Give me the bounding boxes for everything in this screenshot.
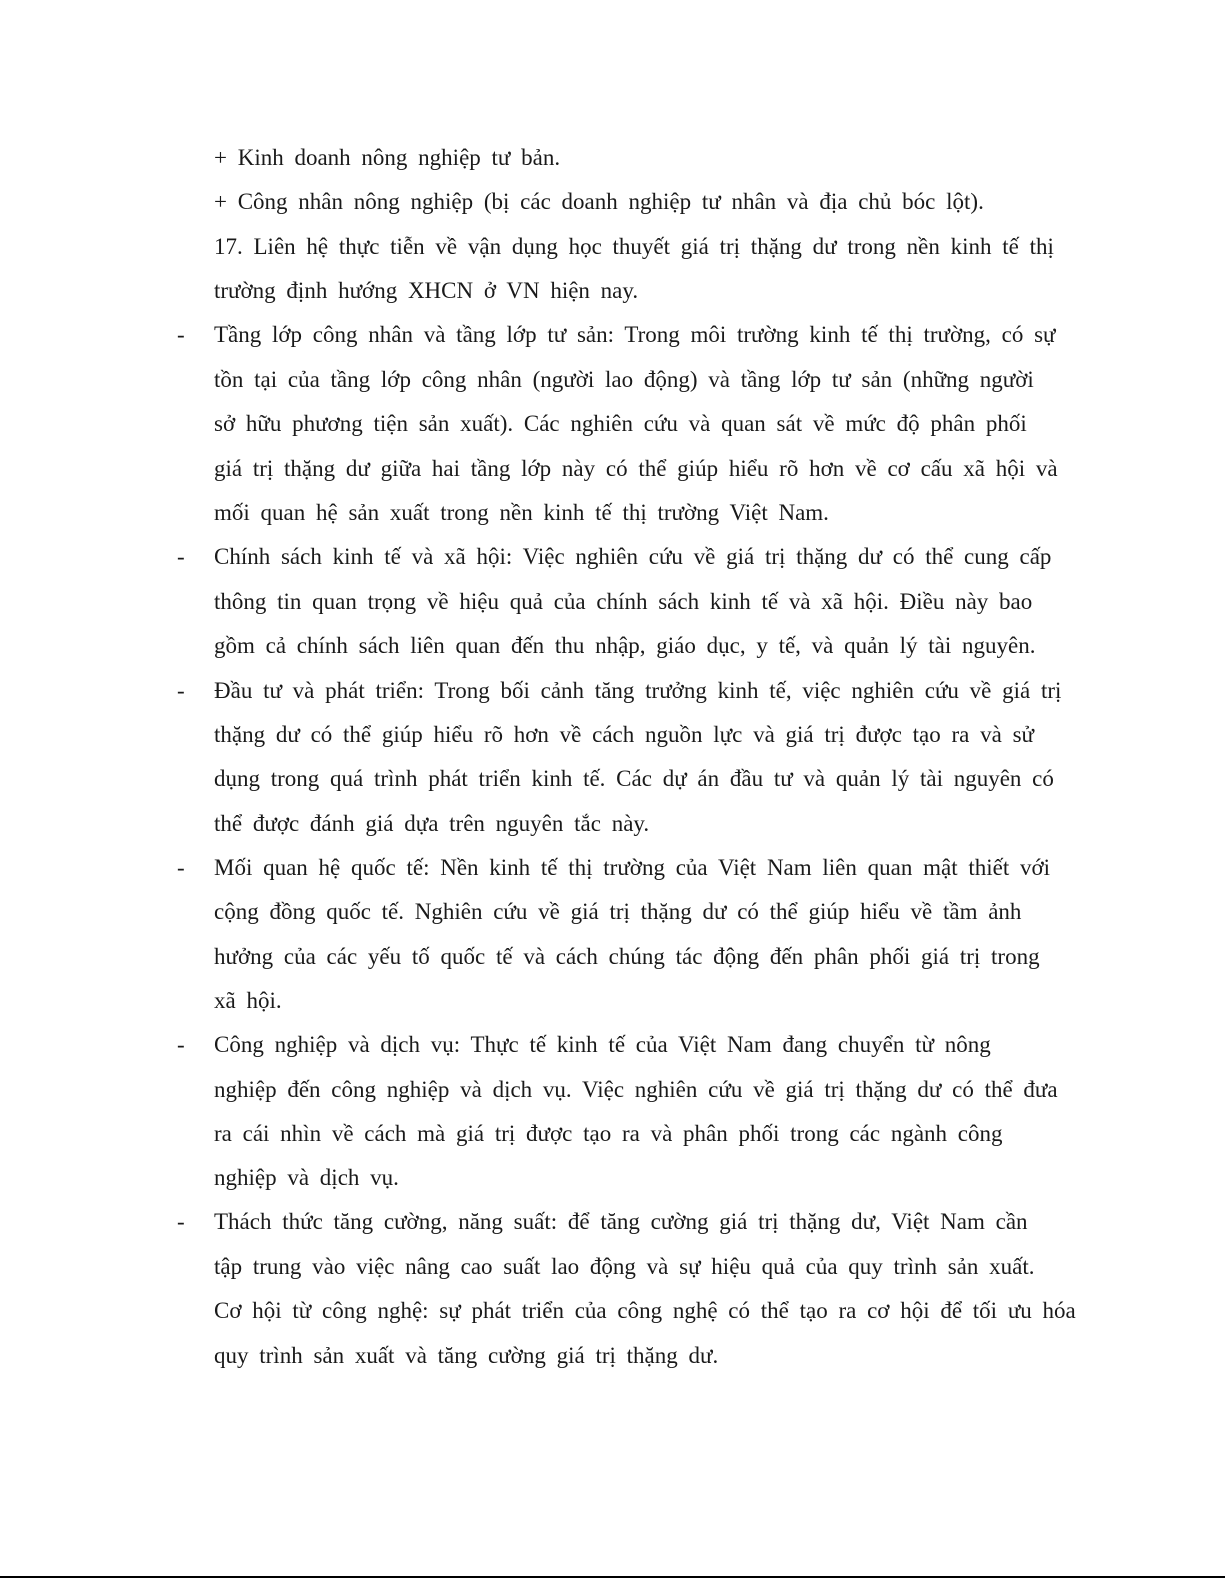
section-heading-line-1: 17. Liên hệ thực tiễn về vận dụng học thuyết giá trị thặng dư trong nền kinh tế thị <box>214 234 1054 259</box>
bullet-marker: - <box>177 1032 185 1057</box>
page-bottom-border <box>0 1576 1225 1578</box>
item-4-line-1: Mối quan hệ quốc tế: Nền kinh tế thị trường của Việt Nam liên quan mật thiết với <box>214 855 1051 880</box>
item-3-line-4: thể được đánh giá dựa trên nguyên tắc này. <box>214 811 650 836</box>
item-3-line-1: Đầu tư và phát triển: Trong bối cảnh tăng trưởng kinh tế, việc nghiên cứu về giá trị <box>214 678 1062 703</box>
item-1-line-4: giá trị thặng dư giữa hai tầng lớp này có thể giúp hiểu rõ hơn về cơ cấu xã hội và <box>214 456 1058 481</box>
item-3-line-3: dụng trong quá trình phát triển kinh tế. Các dự án đầu tư và quản lý tài nguyên có <box>214 766 1054 791</box>
item-1-line-5: mối quan hệ sản xuất trong nền kinh tế thị trường Việt Nam. <box>214 500 829 525</box>
item-6-line-3: Cơ hội từ công nghệ: sự phát triển của công nghệ có thể tạo ra cơ hội để tối ưu hóa <box>214 1298 1076 1323</box>
bullet-marker: - <box>177 544 185 569</box>
intro-line-2: + Công nhân nông nghiệp (bị các doanh nghiệp tư nhân và địa chủ bóc lột). <box>214 189 984 214</box>
bullet-marker: - <box>177 855 185 880</box>
bullet-marker: - <box>177 322 185 347</box>
item-6-line-1: Thách thức tăng cường, năng suất: để tăng cường giá trị thặng dư, Việt Nam cần <box>214 1209 1028 1234</box>
item-6-line-2: tập trung vào việc nâng cao suất lao động và sự hiệu quả của quy trình sản xuất. <box>214 1254 1035 1279</box>
item-2-line-3: gồm cả chính sách liên quan đến thu nhập, giáo dục, y tế, và quản lý tài nguyên. <box>214 633 1036 658</box>
item-4-line-4: xã hội. <box>214 988 282 1013</box>
item-5-line-4: nghiệp và dịch vụ. <box>214 1165 399 1190</box>
item-1-line-2: tồn tại của tầng lớp công nhân (người lao động) và tầng lớp tư sản (những người <box>214 367 1034 392</box>
intro-line-1: + Kinh doanh nông nghiệp tư bản. <box>214 145 561 170</box>
item-5-line-3: ra cái nhìn về cách mà giá trị được tạo ra và phân phối trong các ngành công <box>214 1121 1003 1146</box>
item-5-line-2: nghiệp đến công nghiệp và dịch vụ. Việc nghiên cứu về giá trị thặng dư có thể đưa <box>214 1077 1058 1102</box>
item-1-line-1: Tầng lớp công nhân và tầng lớp tư sản: Trong môi trường kinh tế thị trường, có sự <box>214 322 1056 347</box>
item-2-line-1: Chính sách kinh tế và xã hội: Việc nghiên cứu về giá trị thặng dư có thể cung cấp <box>214 544 1052 569</box>
item-6-line-4: quy trình sản xuất và tăng cường giá trị thặng dư. <box>214 1343 719 1368</box>
section-heading-line-2: trường định hướng XHCN ở VN hiện nay. <box>214 278 639 303</box>
item-4-line-3: hưởng của các yếu tố quốc tế và cách chúng tác động đến phân phối giá trị trong <box>214 944 1040 969</box>
item-2-line-2: thông tin quan trọng về hiệu quả của chính sách kinh tế và xã hội. Điều này bao <box>214 589 1033 614</box>
item-1-line-3: sở hữu phương tiện sản xuất). Các nghiên cứu và quan sát về mức độ phân phối <box>214 411 1027 436</box>
item-3-line-2: thặng dư có thể giúp hiểu rõ hơn về cách nguồn lực và giá trị được tạo ra và sử <box>214 722 1035 747</box>
bullet-marker: - <box>177 1209 185 1234</box>
item-5-line-1: Công nghiệp và dịch vụ: Thực tế kinh tế của Việt Nam đang chuyển từ nông <box>214 1032 991 1057</box>
bullet-marker: - <box>177 678 185 703</box>
item-4-line-2: cộng đồng quốc tế. Nghiên cứu về giá trị thặng dư có thể giúp hiểu về tầm ảnh <box>214 899 1022 924</box>
